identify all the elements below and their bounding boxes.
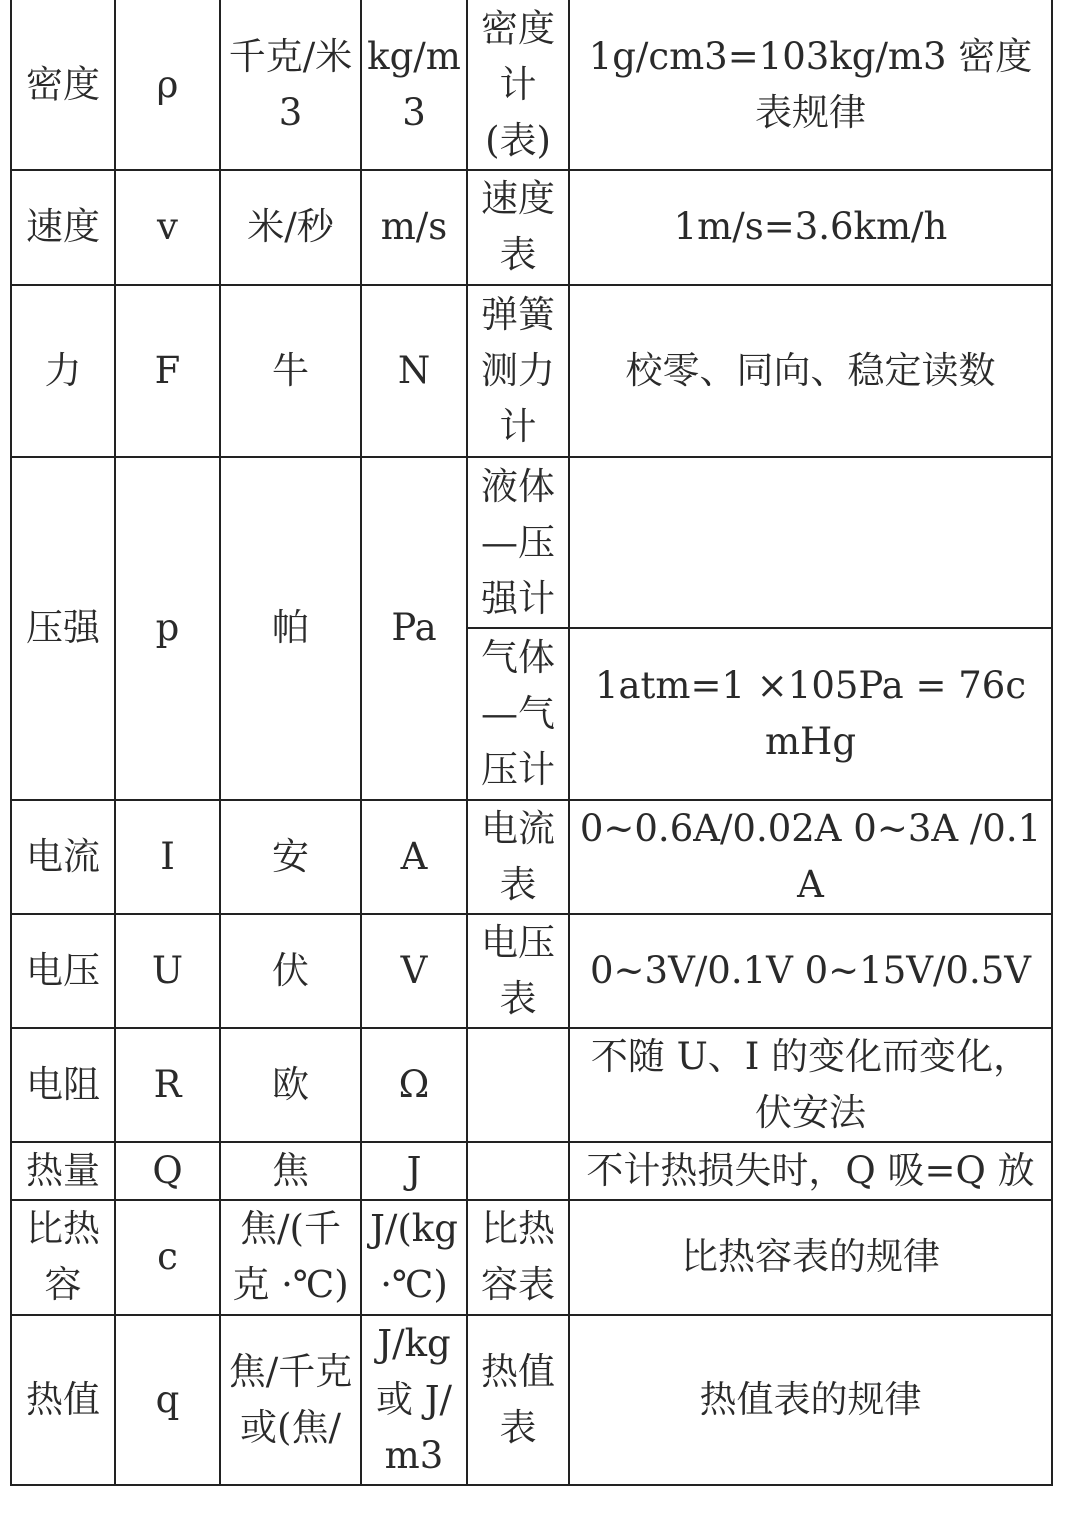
instrument-cell: 液体—压强计 <box>467 457 569 628</box>
instrument-cell: 比热容表 <box>467 1200 569 1314</box>
notes-cell: 不计热损失时，Q 吸=Q 放 <box>569 1142 1052 1200</box>
unit-cn-cell: 焦 <box>220 1142 361 1200</box>
symbol-cell: Q <box>115 1142 220 1200</box>
symbol-cell: I <box>115 800 220 914</box>
instrument-cell: 电压表 <box>467 914 569 1028</box>
notes-cell: 校零、同向、稳定读数 <box>569 285 1052 457</box>
symbol-cell: q <box>115 1315 220 1485</box>
notes-cell: 比热容表的规律 <box>569 1200 1052 1314</box>
unit-cell: N <box>361 285 467 457</box>
table-row <box>11 1028 1052 1142</box>
quantity-cell: 压强 <box>11 457 115 800</box>
table-row <box>11 0 1052 170</box>
unit-cell: J <box>361 1142 467 1200</box>
unit-cn-cell: 安 <box>220 800 361 914</box>
notes-cell: 0~3V/0.1V 0~15V/0.5V <box>569 914 1052 1028</box>
notes-cell: 热值表的规律 <box>569 1315 1052 1485</box>
instrument-cell: 弹簧测力计 <box>467 285 569 457</box>
unit-cn-cell: 千克/米 3 <box>220 0 361 170</box>
notes-cell: 1m/s=3.6km/h <box>569 170 1052 284</box>
quantity-cell: 热值 <box>11 1315 115 1485</box>
unit-cn-cell: 焦/(千克 ·℃) <box>220 1200 361 1314</box>
table-row <box>11 1142 1052 1200</box>
symbol-cell: v <box>115 170 220 284</box>
quantity-cell: 力 <box>11 285 115 457</box>
quantity-cell: 速度 <box>11 170 115 284</box>
instrument-cell <box>467 1028 569 1142</box>
unit-cell: m/s <box>361 170 467 284</box>
unit-cell: J/kg或 J/m3 <box>361 1315 467 1485</box>
table-row <box>11 457 1052 628</box>
quantity-cell: 热量 <box>11 1142 115 1200</box>
symbol-cell: ρ <box>115 0 220 170</box>
unit-cell: Ω <box>361 1028 467 1142</box>
notes-cell: 不随 U、I 的变化而变化，伏安法 <box>569 1028 1052 1142</box>
unit-cell: V <box>361 914 467 1028</box>
table-row <box>11 1315 1052 1485</box>
unit-cn-cell: 欧 <box>220 1028 361 1142</box>
table-row <box>11 914 1052 1028</box>
symbol-cell: c <box>115 1200 220 1314</box>
symbol-cell: R <box>115 1028 220 1142</box>
instrument-cell: 气体—气压计 <box>467 628 569 799</box>
unit-cell: kg/m 3 <box>361 0 467 170</box>
instrument-cell: 热值表 <box>467 1315 569 1485</box>
table-row <box>11 1200 1052 1314</box>
notes-cell: 1atm=1 ×105Pa = 76cmHg <box>569 628 1052 799</box>
table-row <box>11 285 1052 457</box>
unit-cn-cell: 米/秒 <box>220 170 361 284</box>
quantity-cell: 密度 <box>11 0 115 170</box>
symbol-cell: p <box>115 457 220 800</box>
instrument-cell: 密度计(表) <box>467 0 569 170</box>
table-row <box>11 170 1052 284</box>
quantity-cell: 电流 <box>11 800 115 914</box>
table-row <box>11 800 1052 914</box>
unit-cell: A <box>361 800 467 914</box>
unit-cell: J/(kg ·℃) <box>361 1200 467 1314</box>
instrument-cell: 电流表 <box>467 800 569 914</box>
notes-cell: 1g/cm3=103kg/m3 密度表规律 <box>569 0 1052 170</box>
quantity-cell: 比热容 <box>11 1200 115 1314</box>
unit-cn-cell: 焦/千克或(焦/ <box>220 1315 361 1485</box>
notes-cell: 0~0.6A/0.02A 0~3A /0.1A <box>569 800 1052 914</box>
physics-quantities-table <box>10 0 1053 1486</box>
instrument-cell: 速度表 <box>467 170 569 284</box>
symbol-cell: F <box>115 285 220 457</box>
unit-cell: Pa <box>361 457 467 800</box>
notes-cell <box>569 457 1052 628</box>
instrument-cell <box>467 1142 569 1200</box>
quantity-cell: 电压 <box>11 914 115 1028</box>
symbol-cell: U <box>115 914 220 1028</box>
quantity-cell: 电阻 <box>11 1028 115 1142</box>
unit-cn-cell: 帕 <box>220 457 361 800</box>
unit-cn-cell: 牛 <box>220 285 361 457</box>
unit-cn-cell: 伏 <box>220 914 361 1028</box>
